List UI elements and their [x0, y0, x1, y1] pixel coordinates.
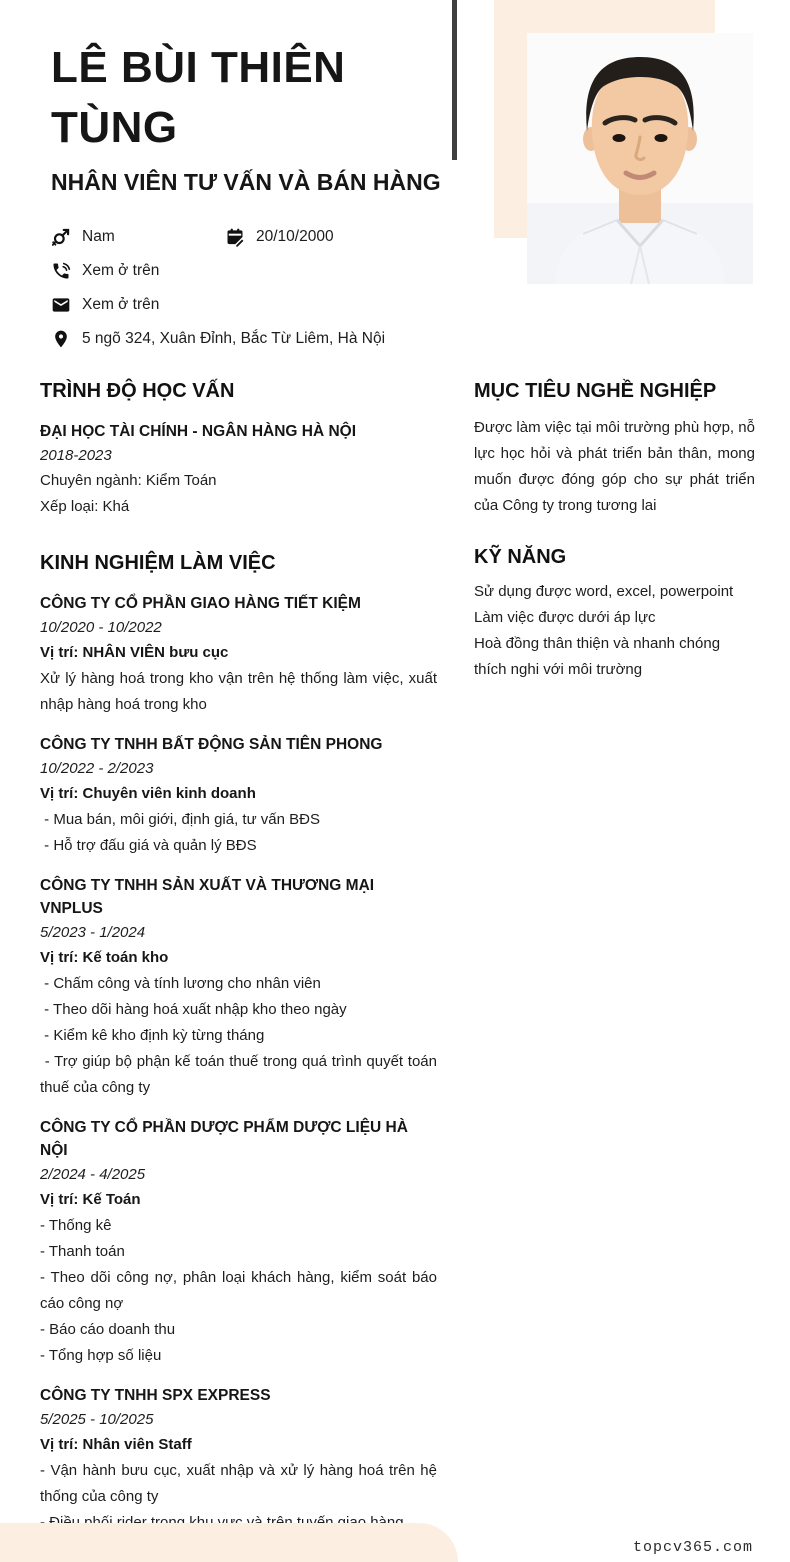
education-entry	[40, 420, 437, 520]
header-section	[0, 0, 790, 360]
profile-photo	[527, 33, 753, 284]
objective-heading: MỤC TIÊU NGHỀ NGHIỆP	[474, 380, 717, 402]
header-text	[51, 38, 451, 356]
education-major: Chuyên ngành: Kiểm Toán	[40, 472, 217, 489]
phone-icon	[51, 261, 71, 281]
job-period: 10/2020 - 10/2022	[40, 619, 162, 636]
job-detail: Xử lý hàng hoá trong kho vận trên hệ thống làm việc, xuất nhập hàng hoá trong kho	[40, 670, 437, 713]
candidate-name: LÊ BÙI THIÊN TÙNG	[51, 43, 346, 152]
company-name: CÔNG TY TNHH SPX EXPRESS	[40, 1387, 271, 1404]
watermark-link[interactable]: topcv365.com	[632, 1539, 753, 1556]
gender-value: Nam	[82, 228, 115, 245]
job-detail: - Hỗ trợ đấu giá và quản lý BĐS	[40, 837, 257, 854]
gender-icon	[51, 227, 71, 247]
job-detail: - Kiểm kê kho định kỳ từng tháng	[40, 1027, 265, 1044]
job-period: 10/2022 - 2/2023	[40, 760, 154, 777]
candidate-title: NHÂN VIÊN TƯ VẤN VÀ BÁN HÀNG	[51, 169, 441, 195]
contact-phone	[51, 261, 159, 281]
skill-item: Làm việc được dưới áp lực	[474, 609, 656, 626]
job-period: 5/2023 - 1/2024	[40, 924, 146, 941]
contact-address	[51, 329, 385, 349]
phone-value: Xem ở trên	[82, 262, 160, 279]
job-position: Vị trí: Chuyên viên kinh doanh	[40, 785, 256, 802]
skills-heading: KỸ NĂNG	[474, 546, 567, 568]
skills-list	[474, 579, 755, 683]
education-heading: TRÌNH ĐỘ HỌC VẤN	[40, 380, 235, 402]
location-pin-icon	[51, 329, 71, 349]
left-column	[40, 360, 437, 1562]
main-columns	[0, 360, 790, 1562]
skill-item: Sử dụng được word, excel, powerpoint	[474, 583, 734, 600]
job-detail: - Chấm công và tính lương cho nhân viên	[40, 975, 321, 992]
job-position: Vị trí: Kế toán kho	[40, 949, 169, 966]
education-period: 2018-2023	[40, 447, 112, 464]
email-value: Xem ở trên	[82, 296, 160, 313]
job-detail: - Vận hành bưu cục, xuất nhập và xử lý hàng hoá trên hệ thống của công ty	[40, 1462, 437, 1505]
job-position: Vị trí: Nhân viên Staff	[40, 1436, 192, 1453]
job-period: 2/2024 - 4/2025	[40, 1166, 146, 1183]
job-detail: - Trợ giúp bộ phận kế toán thuế trong quá trình quyết toán thuế của công ty	[40, 1053, 437, 1096]
company-name: CÔNG TY CỔ PHẦN GIAO HÀNG TIẾT KIỆM	[40, 595, 361, 612]
job-detail: - Báo cáo doanh thu	[40, 1321, 176, 1338]
header-divider	[452, 0, 457, 160]
education-grade: Xếp loại: Khá	[40, 498, 130, 515]
calendar-icon	[225, 227, 245, 247]
job-entry	[40, 733, 437, 859]
portrait-illustration	[527, 33, 753, 284]
job-detail: - Mua bán, môi giới, định giá, tư vấn BĐS	[40, 811, 321, 828]
job-position: Vị trí: NHÂN VIÊN bưu cục	[40, 644, 229, 661]
company-name: CÔNG TY TNHH SẢN XUẤT VÀ THƯƠNG MẠI VNPLUS	[40, 877, 375, 917]
job-entry	[40, 1116, 437, 1369]
job-detail: - Theo dõi hàng hoá xuất nhập kho theo ngày	[40, 1001, 347, 1018]
contact-gender	[51, 227, 225, 247]
objective-text: Được làm việc tại môi trường phù hợp, nỗ lực học hỏi và phát triển bản thân, mong muốn được đóng góp cho sự phát triển của Công ty trong tương lai	[474, 419, 755, 514]
job-entry	[40, 592, 437, 718]
birthday-value: 20/10/2000	[256, 228, 334, 245]
job-position: Vị trí: Kế Toán	[40, 1191, 141, 1208]
email-icon	[51, 295, 71, 315]
company-name: CÔNG TY CỔ PHẦN DƯỢC PHẨM DƯỢC LIỆU HÀ NỘI	[40, 1119, 408, 1159]
contact-info	[51, 220, 451, 356]
job-detail: - Tổng hợp số liệu	[40, 1347, 162, 1364]
job-detail: - Thống kê	[40, 1217, 112, 1234]
company-name: CÔNG TY TNHH BẤT ĐỘNG SẢN TIÊN PHONG	[40, 736, 383, 753]
footer-accent-bar	[0, 1523, 458, 1562]
right-column	[474, 360, 755, 1562]
contact-email	[51, 295, 159, 315]
experience-heading: KINH NGHIỆM LÀM VIỆC	[40, 552, 276, 574]
job-entry	[40, 874, 437, 1101]
contact-birthday	[225, 227, 334, 247]
job-detail: - Theo dõi công nợ, phân loại khách hàng, kiểm soát báo cáo công nợ	[40, 1269, 437, 1312]
address-value: 5 ngõ 324, Xuân Đỉnh, Bắc Từ Liêm, Hà Nội	[82, 330, 386, 347]
job-period: 5/2025 - 10/2025	[40, 1411, 154, 1428]
skill-item: Hoà đồng thân thiện và nhanh chóng thích nghi với môi trường	[474, 635, 721, 678]
school-name: ĐẠI HỌC TÀI CHÍNH - NGÂN HÀNG HÀ NỘI	[40, 423, 357, 440]
job-detail: - Thanh toán	[40, 1243, 125, 1260]
